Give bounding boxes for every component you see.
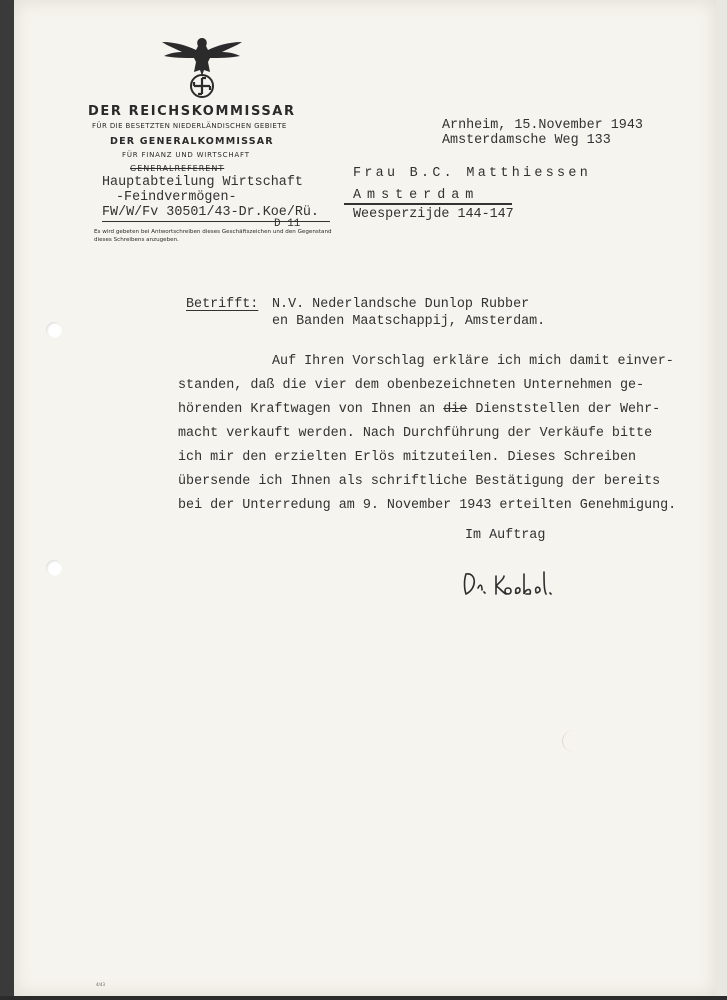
subject-label: Betrifft: <box>186 297 259 312</box>
body-line-3-start: hörenden Kraftwagen von Ihnen an <box>178 402 444 417</box>
body-line-2: standen, daß die vier dem obenbezeichneten Unternehmen ge- <box>178 378 645 393</box>
punch-hole-top <box>46 322 62 338</box>
place-date: Arnheim, 15.November 1943 <box>442 118 643 133</box>
paper-crease <box>562 730 585 752</box>
scan-right-edge <box>716 0 727 1000</box>
reference-line-2: -Feindvermögen- <box>116 190 237 205</box>
scan-bottom-edge <box>0 996 727 1000</box>
letterhead-subtitle-2: FÜR FINANZ UND WIRTSCHAFT <box>122 151 250 159</box>
body-line-3-end: Dienststellen der Wehr- <box>467 402 661 417</box>
subject-line-2: en Banden Maatschappij, Amsterdam. <box>272 314 546 329</box>
punch-hole-bottom <box>46 560 62 576</box>
body-line-1: Auf Ihren Vorschlag erkläre ich mich damit einver- <box>272 354 674 369</box>
footer-mark: 4/43 <box>96 982 105 987</box>
letterhead-note: Es wird gebeten bei Antwortschreiben dieses Geschäftszeichen und den Gegenstand dieses Schreibens anzugeben. <box>94 229 332 243</box>
body-line-6: übersende ich Ihnen als schriftliche Bestätigung der bereits <box>178 474 661 489</box>
body-line-7: bei der Unterredung am 9. November 1943 erteilten Genehmigung. <box>178 498 677 513</box>
recipient-city: Amsterdam <box>353 188 480 203</box>
letterhead-title: DER REICHSKOMMISSAR <box>88 104 296 119</box>
eagle-emblem-icon <box>160 36 244 100</box>
letterhead-title-2: DER GENERALKOMMISSAR <box>110 136 274 147</box>
closing-phrase: Im Auftrag <box>465 528 546 543</box>
reference-line-1: Hauptabteilung Wirtschaft <box>102 175 303 190</box>
body-line-4: macht verkauft werden. Nach Durchführung der Verkäufe bitte <box>178 426 653 441</box>
reference-extra: D 11 <box>274 218 301 230</box>
signature <box>460 566 570 600</box>
letter-page <box>14 0 716 996</box>
body-line-5: ich mir den erzielten Erlös mitzuteilen. Dieses Schreiben <box>178 450 637 465</box>
struck-department: GENERALREFERENT <box>130 164 225 173</box>
subject-line-1: N.V. Nederlandsche Dunlop Rubber <box>272 297 530 312</box>
letterhead-subtitle: FÜR DIE BESETZTEN NIEDERLÄNDISCHEN GEBIETE <box>92 122 287 130</box>
recipient-city-underline <box>344 203 512 205</box>
recipient-street: Weesperzijde 144-147 <box>353 207 514 222</box>
recipient-name: Frau B.C. Matthiessen <box>353 166 592 181</box>
struck-word: die <box>443 402 468 417</box>
sender-address: Amsterdamsche Weg 133 <box>442 133 611 148</box>
reference-code: FW/W/Fv 30501/43-Dr.Koe/Rü. <box>102 205 319 220</box>
body-line-3 <box>178 402 660 417</box>
